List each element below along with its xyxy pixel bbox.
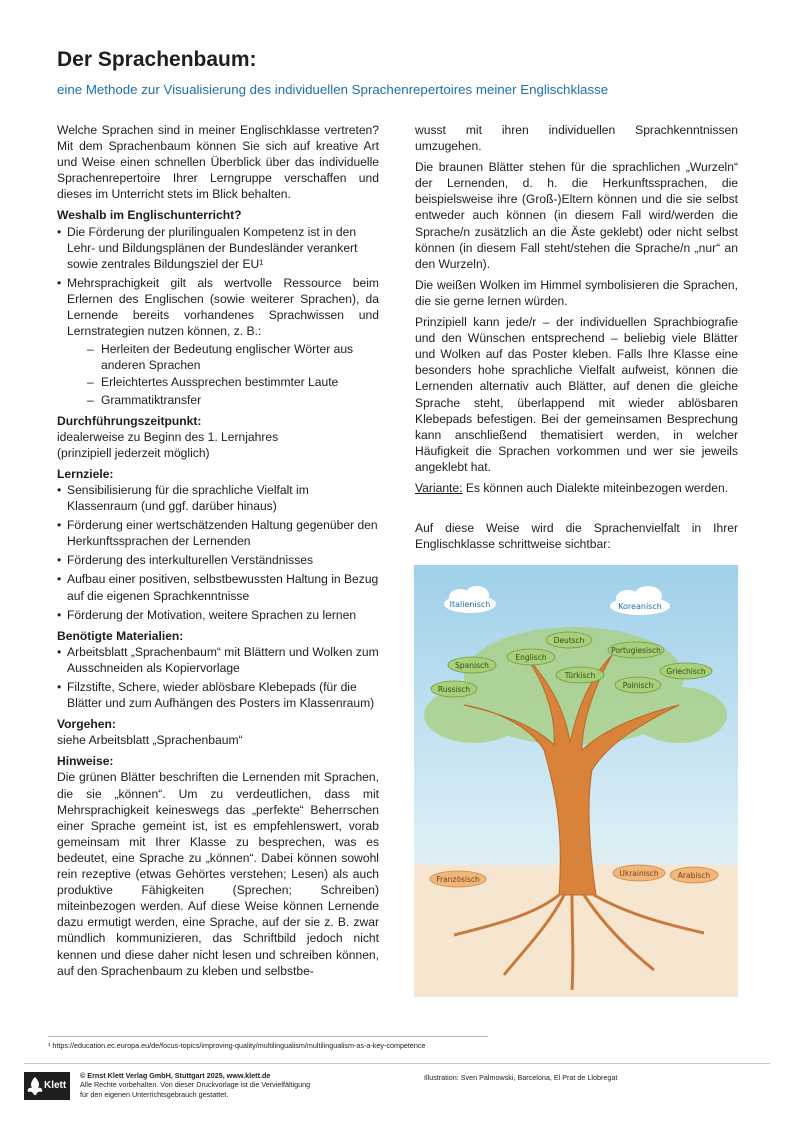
cloud-label: Koreanisch (618, 602, 662, 611)
example-list (87, 341, 379, 407)
leaf-label: Russisch (437, 685, 471, 694)
intro-paragraph: Welche Sprachen sind in meiner Englischklasse vertreten? Mit dem Sprachenbaum können Sie sich auf kreative Art und Weise einen schnellen Überblick über das individuelle Sprachenrepertoire Ihrer Lerngruppe verschaffen und dieses im Unterricht stets im Blick behalten. (57, 123, 379, 202)
paragraph: wusst mit ihren individuellen Sprachkenntnissen umzugehen. (415, 123, 738, 154)
root-leaf-label: Französisch (436, 875, 480, 884)
paragraph: Auf diese Weise wird die Sprachenvielfalt in Ihrer Englischklasse schrittweise sichtbar: (415, 521, 738, 552)
footnote-divider (48, 1036, 488, 1037)
root-leaf-label: Arabisch (677, 871, 711, 880)
paragraph: Die braunen Blätter stehen für die sprachlichen „Wurzeln“ der Lernenden, d. h. die Herkunftssprachen, die beispielsweise ihre (Groß-)Eltern können und die sie selbst entweder auch können (in diesem Fall wird/werden die Sprache/n zusätzlich an die Äste geklebt) oder nicht selbst können (in diesem Fall steht/stehen die Sprache/n „nur“ an den Wurzeln). (415, 160, 738, 271)
procedure-heading: Vorgehen: (57, 717, 116, 732)
time-text-2: (prinzipiell jederzeit möglich) (57, 445, 210, 460)
list-item (57, 275, 379, 408)
copyright-line: © Ernst Klett Verlag GmbH, Stuttgart 2025, www.klett.de (80, 1071, 271, 1080)
page-title: Der Sprachenbaum: (57, 48, 257, 71)
list-item: • Die Förderung der plurilingualen Kompetenz ist in den Lehr- und Bildungsplänen der Bundesländer verankert sowie zentrales Bildungsziel der EU¹ (57, 224, 379, 272)
list-item: • Förderung der Motivation, weitere Sprachen zu lernen (57, 607, 379, 623)
leaf-label: Griechisch (666, 667, 706, 676)
list-item: – Herleiten der Bedeutung englischer Wörter aus anderen Sprachen (87, 341, 379, 373)
leaf-label: Portugiesisch (611, 646, 661, 655)
goals-heading: Lernziele: (57, 466, 114, 481)
leaf-griechisch (660, 663, 712, 679)
leaf-deutsch (546, 632, 592, 648)
klett-logo-icon (26, 1076, 44, 1096)
list-item: • Förderung einer wertschätzenden Haltung gegenüber den Herkunftssprachen der Lernenden (57, 517, 379, 549)
variant-label: Variante: (415, 480, 463, 495)
klett-logo (24, 1072, 70, 1100)
procedure-text: siehe Arbeitsblatt „Sprachenbaum“ (57, 733, 243, 748)
language-tree-illustration (414, 565, 738, 997)
leaf-label: Englisch (515, 653, 547, 662)
list-item: – Grammatiktransfer (87, 392, 379, 408)
footer-divider (24, 1063, 770, 1064)
time-heading: Durchführungszeitpunkt: (57, 413, 202, 428)
materials-list (57, 644, 379, 711)
list-item: • Förderung des interkulturellen Verständnisses (57, 552, 379, 568)
list-item: • Aufbau einer positiven, selbstbewussten Haltung in Bezug auf die eigenen Sprachkenntnisse (57, 571, 379, 603)
left-column (57, 122, 379, 979)
copyright-notice (80, 1071, 310, 1099)
goals-list (57, 482, 379, 623)
rights-line: Alle Rechte vorbehalten. Von dieser Druckvorlage ist die Vervielfältigung (80, 1080, 311, 1090)
why-heading: Weshalb im Englischunterricht? (57, 208, 242, 223)
leaf-polnisch (615, 677, 661, 693)
leaf-spanisch (448, 657, 496, 673)
leaf-russisch (431, 681, 477, 697)
root-leaf-ukrainisch (613, 865, 665, 881)
materials-heading: Benötigte Materialien: (57, 628, 184, 643)
root-leaf-franzoesisch (430, 871, 486, 887)
paragraph: Prinzipiell kann jede/r – der individuellen Sprachbiografie und den Wünschen entsprechend – beliebig viele Blätter und Wolken auf das Poster kleben. Falls Ihre Klasse eine besonders hohe sprachliche Vielfalt aufweist, können die Lernenden alternativ auch Blätter, auf denen die gleiche Sprache steht, überlappend mit wieder ablösbaren Klebepads befestigen. Bei der gemeinsamen Besprechung kann anschließend thematisiert werden, in welcher Häufigkeit die Sprachen vorkommen und wer sie jeweils angeklebt hat. (415, 315, 738, 474)
leaf-englisch (507, 649, 555, 665)
notes-paragraph: Die grünen Blätter beschriften die Lernenden mit Sprachen, die sie „können“. Um zu verdeutlichen, dass mit Mehrsprachigkeit keineswegs das „perfekte“ Beherrschen einer Sprache gemeint ist, ist es empfehlenswert, vorab gemeinsam mit Ihrer Klasse zu besprechen, was es bedeutet, eine Sprache zu „können“. Dabei können sowohl rein rezeptive (etwas Gehörtes verstehen; Lesen) als auch produktive Fähigkeiten (Sprechen; Schreiben) miteinbezogen werden. Auf diese Weise können Lernende dazu ermutigt werden, eine Sprache, auf der sie z. B. zwar mündlich kommunizieren, das Schriftbild jedoch nicht kennen und diese daher nicht lesen und schreiben können, auf den Sprachenbaum zu kleben und selbstbe- (57, 770, 379, 978)
leaf-tuerkisch (556, 667, 604, 683)
leaf-label: Deutsch (553, 636, 585, 645)
variant-paragraph (415, 480, 738, 496)
root-leaf-arabisch (670, 867, 718, 883)
list-item: • Sensibilisierung für die sprachliche Vielfalt im Klassenraum (und ggf. darüber hinaus) (57, 482, 379, 514)
right-column (415, 122, 738, 552)
notes-heading: Hinweise: (57, 754, 114, 769)
leaf-label: Polnisch (622, 681, 654, 690)
list-item: • Filzstifte, Schere, wieder ablösbare Klebepads (für die Blätter und zum Aufhängen des Posters im Klassenraum) (57, 679, 379, 711)
list-item: • Arbeitsblatt „Sprachenbaum“ mit Blättern und Wolken zum Ausschneiden als Kopiervorlage (57, 644, 379, 676)
footnote: ¹ https://education.ec.europa.eu/de/focus-topics/improving-quality/multilingualism/multilingualism-as-a-key-competence (48, 1041, 426, 1050)
list-item-text: • Mehrsprachigkeit gilt als wertvolle Ressource beim Erlernen des Englischen (sowie weiterer Sprachen), da Lernende bereits vorhandenes Sprachwissen und Lernstrategien nutzen können, z. B.: (67, 275, 379, 339)
klett-logo-text: Klett (44, 1080, 67, 1091)
page-subtitle: eine Methode zur Visualisierung des individuellen Sprachenrepertoires meiner Englischklasse (57, 82, 609, 97)
leaf-portugiesisch (608, 642, 664, 658)
variant-text: Es können auch Dialekte miteinbezogen werden. (462, 480, 729, 495)
why-list (57, 224, 379, 408)
paragraph: Die weißen Wolken im Himmel symbolisieren die Sprachen, die sie gerne lernen würden. (415, 277, 738, 308)
time-text-1: idealerweise zu Beginn des 1. Lernjahres (57, 429, 279, 444)
illustration-credit: Illustration: Sven Palmowski, Barcelona, El Prat de Llobregat (424, 1073, 618, 1082)
rights-line: für den eigenen Unterrichtsgebrauch gestattet. (80, 1089, 229, 1099)
list-item: – Erleichtertes Aussprechen bestimmter Laute (87, 374, 379, 390)
cloud-label: Italienisch (449, 600, 491, 609)
leaf-label: Spanisch (455, 661, 489, 670)
root-leaf-label: Ukrainisch (619, 869, 659, 878)
leaf-label: Türkisch (564, 671, 596, 680)
